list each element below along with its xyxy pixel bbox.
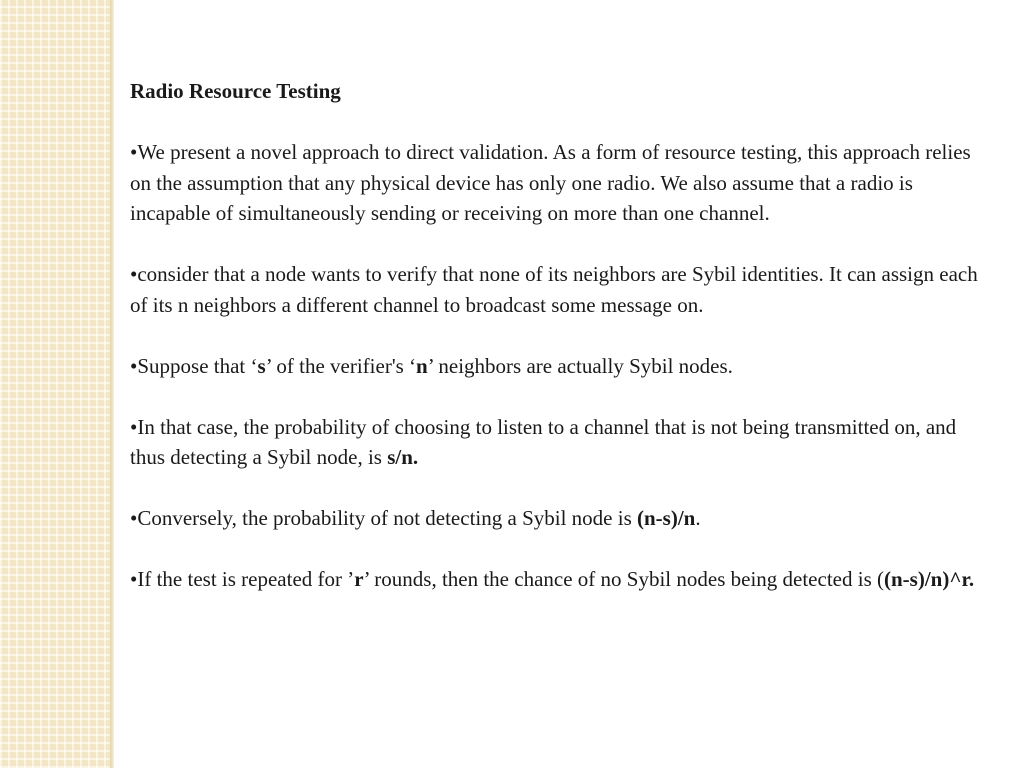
paragraph-text: ’ rounds, then the chance of no Sybil nodes being detected is ( bbox=[363, 567, 884, 591]
bullet-mark: • bbox=[130, 567, 138, 591]
paragraph-text: ’ neighbors are actually Sybil nodes. bbox=[427, 353, 733, 378]
bullet-mark: • bbox=[130, 262, 138, 286]
bullet-paragraph-4 bbox=[130, 412, 990, 473]
variable-s: s bbox=[257, 353, 266, 378]
bullet-mark: • bbox=[130, 140, 138, 164]
variable-n: n bbox=[416, 353, 428, 378]
variable-r: r bbox=[354, 567, 364, 591]
formula-n-minus-s-over-n: (n-s)/n bbox=[637, 506, 696, 530]
slide-title: Radio Resource Testing bbox=[130, 79, 341, 103]
decorative-side-strip bbox=[0, 0, 113, 768]
formula-power-r: (n-s)/n)^r. bbox=[883, 567, 975, 591]
paragraph-text: consider that a node wants to verify that none of its neighbors are Sybil identities. It can assign each of its n neighbors a different channel to broadcast some message on. bbox=[130, 262, 978, 317]
paragraph-text: We present a novel approach to direct validation. As a form of resource testing, this approach relies on the assumption that any physical device has only one radio. We also assume that a radio is incapable of simultaneously sending or receiving on more than one channel. bbox=[130, 140, 971, 225]
bullet-paragraph-2 bbox=[130, 259, 990, 320]
bullet-paragraph-5 bbox=[130, 503, 990, 534]
bullet-paragraph-1 bbox=[130, 137, 990, 229]
slide-content bbox=[130, 76, 990, 595]
paragraph-text: In that case, the probability of choosing to listen to a channel that is not being transmitted on, and thus detecting a Sybil node, is bbox=[130, 414, 957, 469]
paragraph-text: If the test is repeated for ’ bbox=[137, 567, 355, 591]
side-strip-edge bbox=[110, 0, 114, 768]
paragraph-text: Conversely, the probability of not detecting a Sybil node is bbox=[137, 506, 637, 530]
formula-s-over-n: s/n. bbox=[387, 445, 419, 469]
paragraph-text: . bbox=[695, 506, 701, 530]
bullet-mark: • bbox=[130, 506, 138, 530]
paragraph-text: ’ of the verifier's ‘ bbox=[265, 353, 417, 378]
bullet-mark: • bbox=[130, 353, 138, 378]
bullet-paragraph-6 bbox=[130, 564, 990, 595]
bullet-mark: • bbox=[130, 414, 138, 439]
bullet-paragraph-3 bbox=[130, 351, 990, 382]
paragraph-text: Suppose that ‘ bbox=[137, 353, 258, 378]
